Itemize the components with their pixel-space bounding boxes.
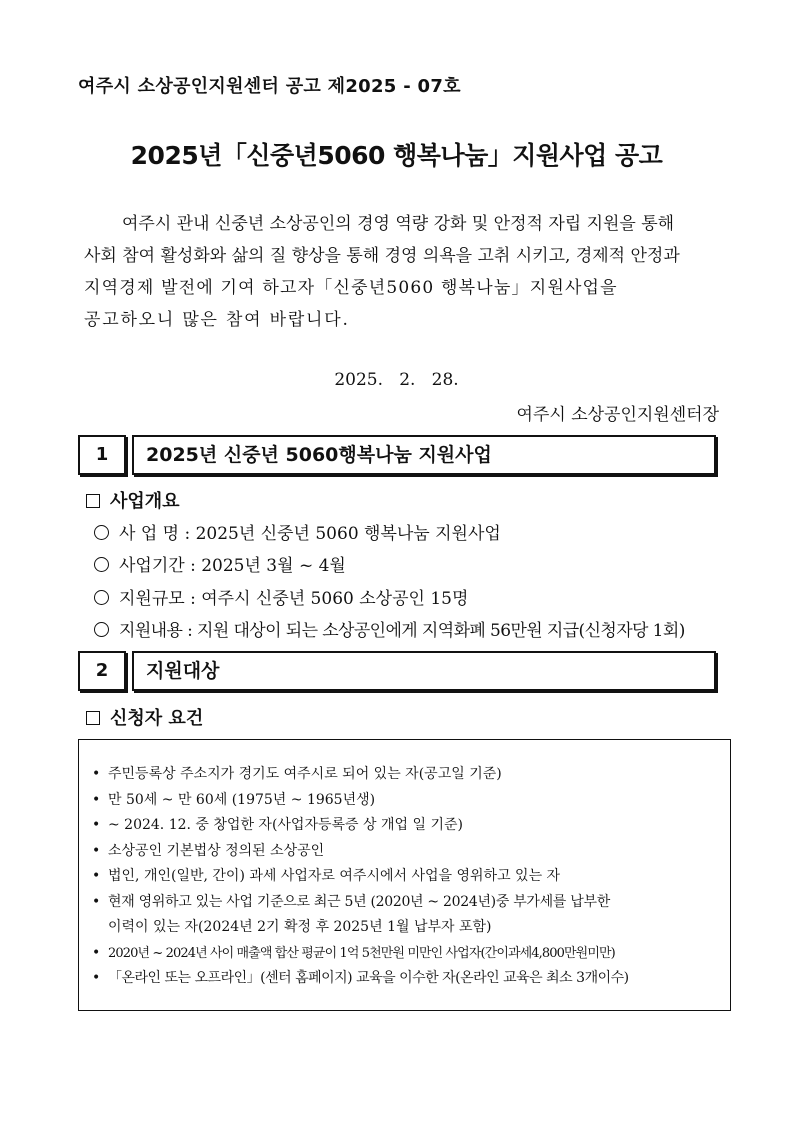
checkbox-square-icon (86, 711, 100, 725)
overview-item: 지원내용 : 지원 대상이 되는 소상공인에게 지역화폐 56만원 지급(신청자당 1회) (94, 616, 685, 641)
list-item-continuation: 이력이 있는 자(2024년 2기 확정 후 2025년 1월 납부자 포함) (108, 919, 492, 935)
section-2-title: 지원대상 (132, 651, 716, 691)
circle-bullet-icon (94, 590, 109, 605)
circle-bullet-icon (94, 557, 109, 572)
circle-bullet-icon (94, 622, 109, 637)
list-item: • 소상공인 기본법상 정의된 소상공인 (92, 842, 325, 859)
section-1-number: 1 (78, 435, 126, 475)
section-1-subheading: 사업개요 (86, 487, 180, 513)
overview-item: 지원규모 : 여주시 신중년 5060 소상공인 15명 (94, 584, 468, 609)
list-item: • 법인, 개인(일반, 간이) 과세 사업자로 여주시에서 사업을 영위하고 있는 자 (92, 868, 561, 884)
intro-line: 여주시 관내 신중년 소상공인의 경영 역량 강화 및 안정적 자립 지원을 통해 (122, 214, 675, 234)
intro-line: 사회 참여 활성화와 삶의 질 향상을 통해 경영 의욕을 고취 시키고, 경제적 안정과 (84, 246, 680, 266)
page-title: 2025년「신중년5060 행복나눔」지원사업 공고 (130, 141, 663, 170)
section-2-subheading: 신청자 요건 (86, 704, 203, 730)
list-item: • 「온라인 또는 오프라인」(센터 홈페이지) 교육을 이수한 자(온라인 교육은 최소 3개이수) (92, 970, 629, 986)
notice-date: 2025. 2. 28. (334, 370, 459, 390)
intro-line: 지역경제 발전에 기여 하고자「신중년5060 행복나눔」지원사업을 (84, 278, 618, 298)
list-item: • 현재 영위하고 있는 사업 기준으로 최근 5년 (2020년 ~ 2024년)중 부가세를 납부한 (92, 893, 610, 910)
overview-item: 사업기간 : 2025년 3월 ~ 4월 (94, 551, 346, 576)
list-item: • ~ 2024. 12. 중 창업한 자(사업자등록증 상 개업 일 기준) (92, 817, 463, 833)
overview-item: 사 업 명 : 2025년 신중년 5060 행복나눔 지원사업 (94, 519, 501, 544)
checkbox-square-icon (86, 494, 100, 508)
intro-line: 공고하오니 많은 참여 바랍니다. (84, 310, 350, 330)
list-item: • 만 50세 ~ 만 60세 (1975년 ~ 1965년생) (92, 791, 376, 808)
circle-bullet-icon (94, 525, 109, 540)
list-item: • 주민등록상 주소지가 경기도 여주시로 되어 있는 자(공고일 기준) (92, 766, 502, 782)
issuer: 여주시 소상공인지원센터장 (516, 405, 719, 425)
section-2-number: 2 (78, 651, 126, 691)
intro-paragraph (84, 208, 724, 336)
notice-number: 여주시 소상공인지원센터 공고 제2025 - 07호 (78, 76, 461, 97)
requirements-list (92, 762, 629, 992)
list-item: • 2020년 ~ 2024년 사이 매출액 합산 평균이 1억 5천만원 미만인 사업자(간이과세4,800만원미만) (92, 944, 615, 961)
section-1-title: 2025년 신중년 5060행복나눔 지원사업 (132, 435, 716, 475)
